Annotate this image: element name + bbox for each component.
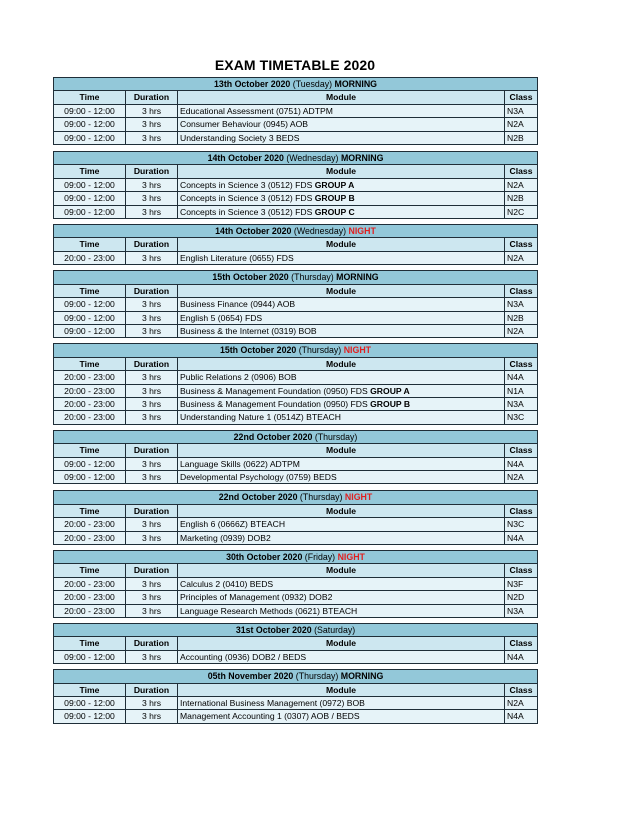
exam-duration: 3 hrs bbox=[126, 591, 178, 604]
exam-duration: 3 hrs bbox=[126, 251, 178, 264]
column-header-time: Time bbox=[54, 165, 126, 178]
column-header-class: Class bbox=[505, 91, 538, 104]
exam-module bbox=[178, 205, 505, 218]
exam-module bbox=[178, 604, 505, 617]
module-name: Accounting (0936) DOB2 / BEDS bbox=[180, 651, 307, 662]
module-name: Understanding Society 3 BEDS bbox=[180, 132, 300, 143]
exam-time: 20:00 - 23:00 bbox=[54, 371, 126, 384]
exam-time: 09:00 - 12:00 bbox=[54, 697, 126, 710]
exam-table bbox=[53, 343, 538, 424]
column-header-class: Class bbox=[505, 238, 538, 251]
exam-duration: 3 hrs bbox=[126, 178, 178, 191]
date-header bbox=[54, 491, 538, 504]
exam-module bbox=[178, 104, 505, 117]
exam-time: 20:00 - 23:00 bbox=[54, 604, 126, 617]
exam-class: N1A bbox=[505, 384, 538, 397]
date-text: 13th October 2020 bbox=[214, 79, 291, 89]
exam-duration: 3 hrs bbox=[126, 531, 178, 544]
module-name: Educational Assessment (0751) ADTPM bbox=[180, 105, 333, 116]
exam-duration: 3 hrs bbox=[126, 311, 178, 324]
column-header-time: Time bbox=[54, 564, 126, 577]
exam-time: 09:00 - 12:00 bbox=[54, 324, 126, 337]
module-name: Concepts in Science 3 (0512) FDS bbox=[180, 193, 313, 204]
exam-day-block bbox=[53, 550, 537, 618]
column-header-time: Time bbox=[54, 91, 126, 104]
date-text: 05th November 2020 bbox=[207, 671, 294, 682]
column-header-class: Class bbox=[505, 504, 538, 517]
column-header-module: Module bbox=[178, 357, 505, 370]
exam-module bbox=[178, 384, 505, 397]
exam-module bbox=[178, 518, 505, 531]
exam-time: 20:00 - 23:00 bbox=[54, 518, 126, 531]
exam-class: N2A bbox=[505, 324, 538, 337]
date-header bbox=[54, 78, 538, 91]
exam-duration: 3 hrs bbox=[126, 604, 178, 617]
exam-row bbox=[54, 178, 538, 191]
exam-time: 09:00 - 12:00 bbox=[54, 650, 126, 663]
exam-time: 09:00 - 12:00 bbox=[54, 192, 126, 205]
module-name: Calculus 2 (0410) BEDS bbox=[180, 578, 274, 589]
exam-table bbox=[53, 151, 538, 219]
exam-class: N3F bbox=[505, 577, 538, 590]
exam-row bbox=[54, 324, 538, 337]
exam-duration: 3 hrs bbox=[126, 411, 178, 424]
day-text: (Thursday) bbox=[314, 431, 358, 442]
column-header-module: Module bbox=[178, 564, 505, 577]
exam-row bbox=[54, 518, 538, 531]
exam-class: N2A bbox=[505, 470, 538, 483]
exam-time: 09:00 - 12:00 bbox=[54, 710, 126, 723]
exam-time: 09:00 - 12:00 bbox=[54, 205, 126, 218]
exam-class: N3A bbox=[505, 604, 538, 617]
column-header-module: Module bbox=[178, 504, 505, 517]
module-group: GROUP B bbox=[370, 398, 411, 409]
column-header-module: Module bbox=[178, 165, 505, 178]
exam-day-block bbox=[53, 669, 537, 724]
exam-row bbox=[54, 710, 538, 723]
exam-duration: 3 hrs bbox=[126, 650, 178, 663]
exam-class: N3C bbox=[505, 411, 538, 424]
date-text: 22nd October 2020 bbox=[233, 431, 313, 442]
exam-module bbox=[178, 131, 505, 144]
column-header-duration: Duration bbox=[126, 238, 178, 251]
exam-table bbox=[53, 490, 538, 545]
exam-module bbox=[178, 371, 505, 384]
exam-time: 09:00 - 12:00 bbox=[54, 131, 126, 144]
exam-module bbox=[178, 397, 505, 410]
module-name: Principles of Management (0932) DOB2 bbox=[180, 592, 333, 603]
exam-day-block bbox=[53, 224, 537, 265]
column-header-duration: Duration bbox=[126, 444, 178, 457]
exam-duration: 3 hrs bbox=[126, 697, 178, 710]
exam-class: N3A bbox=[505, 104, 538, 117]
exam-class: N2B bbox=[505, 192, 538, 205]
module-name: Business & Management Foundation (0950) FDS bbox=[180, 398, 368, 409]
timetable bbox=[53, 77, 537, 724]
exam-row bbox=[54, 697, 538, 710]
module-group: GROUP B bbox=[314, 193, 355, 204]
day-text: (Friday) bbox=[304, 552, 336, 562]
session-label: MORNING bbox=[340, 153, 384, 164]
exam-class: N4A bbox=[505, 531, 538, 544]
exam-day-block bbox=[53, 77, 537, 145]
exam-duration: 3 hrs bbox=[126, 457, 178, 470]
column-header-duration: Duration bbox=[126, 637, 178, 650]
exam-row bbox=[54, 577, 538, 590]
exam-class: N2D bbox=[505, 591, 538, 604]
exam-module bbox=[178, 311, 505, 324]
exam-duration: 3 hrs bbox=[126, 192, 178, 205]
column-header-time: Time bbox=[54, 444, 126, 457]
exam-time: 09:00 - 12:00 bbox=[54, 298, 126, 311]
exam-table bbox=[53, 270, 538, 338]
module-name: English Literature (0655) FDS bbox=[180, 252, 294, 263]
exam-time: 09:00 - 12:00 bbox=[54, 104, 126, 117]
date-text: 31st October 2020 bbox=[235, 625, 312, 636]
column-header-module: Module bbox=[178, 444, 505, 457]
column-header-duration: Duration bbox=[126, 683, 178, 696]
exam-module bbox=[178, 577, 505, 590]
column-header-class: Class bbox=[505, 683, 538, 696]
column-header-time: Time bbox=[54, 238, 126, 251]
column-header-module: Module bbox=[178, 238, 505, 251]
exam-table bbox=[53, 224, 538, 265]
date-text: 15th October 2020 bbox=[212, 272, 289, 283]
column-header-class: Class bbox=[505, 444, 538, 457]
column-header-module: Module bbox=[178, 91, 505, 104]
exam-class: N4A bbox=[505, 650, 538, 663]
module-name: Public Relations 2 (0906) BOB bbox=[180, 372, 297, 383]
exam-module bbox=[178, 591, 505, 604]
exam-table bbox=[53, 430, 538, 485]
exam-row bbox=[54, 118, 538, 131]
exam-time: 20:00 - 23:00 bbox=[54, 531, 126, 544]
exam-module bbox=[178, 324, 505, 337]
exam-row bbox=[54, 298, 538, 311]
exam-module bbox=[178, 251, 505, 264]
exam-class: N2A bbox=[505, 251, 538, 264]
session-label: MORNING bbox=[340, 671, 384, 682]
exam-module bbox=[178, 411, 505, 424]
date-header bbox=[54, 152, 538, 165]
date-text: 15th October 2020 bbox=[219, 345, 297, 356]
exam-module bbox=[178, 457, 505, 470]
date-header bbox=[54, 430, 538, 443]
exam-class: N3C bbox=[505, 518, 538, 531]
exam-day-block bbox=[53, 430, 537, 485]
exam-time: 20:00 - 23:00 bbox=[54, 251, 126, 264]
day-text: (Wednesday) bbox=[286, 153, 339, 164]
exam-duration: 3 hrs bbox=[126, 131, 178, 144]
session-label: MORNING bbox=[336, 272, 379, 283]
exam-row bbox=[54, 457, 538, 470]
exam-module bbox=[178, 192, 505, 205]
exam-duration: 3 hrs bbox=[126, 397, 178, 410]
column-header-duration: Duration bbox=[126, 284, 178, 297]
exam-time: 20:00 - 23:00 bbox=[54, 591, 126, 604]
exam-time: 09:00 - 12:00 bbox=[54, 178, 126, 191]
module-name: Developmental Psychology (0759) BEDS bbox=[180, 471, 337, 482]
column-header-time: Time bbox=[54, 357, 126, 370]
exam-row bbox=[54, 131, 538, 144]
module-name: Management Accounting 1 (0307) AOB / BEDS bbox=[180, 711, 360, 722]
exam-duration: 3 hrs bbox=[126, 710, 178, 723]
day-text: (Thursday) bbox=[298, 345, 342, 356]
exam-row bbox=[54, 591, 538, 604]
module-name: International Business Management (0972) BOB bbox=[180, 698, 365, 709]
session-label: NIGHT bbox=[344, 492, 373, 503]
date-text: 14th October 2020 bbox=[207, 153, 284, 164]
module-name: Language Research Methods (0621) BTEACH bbox=[180, 605, 358, 616]
column-header-module: Module bbox=[178, 683, 505, 696]
module-name: Concepts in Science 3 (0512) FDS bbox=[180, 206, 313, 217]
exam-row bbox=[54, 650, 538, 663]
exam-time: 20:00 - 23:00 bbox=[54, 384, 126, 397]
exam-module bbox=[178, 178, 505, 191]
exam-module bbox=[178, 710, 505, 723]
session-label: NIGHT bbox=[348, 226, 376, 237]
exam-row bbox=[54, 311, 538, 324]
exam-class: N4A bbox=[505, 710, 538, 723]
exam-row bbox=[54, 604, 538, 617]
date-header bbox=[54, 551, 538, 564]
exam-time: 20:00 - 23:00 bbox=[54, 411, 126, 424]
date-text: 30th October 2020 bbox=[226, 552, 303, 562]
module-name: Consumer Behaviour (0945) AOB bbox=[180, 119, 309, 130]
exam-duration: 3 hrs bbox=[126, 384, 178, 397]
exam-class: N2A bbox=[505, 118, 538, 131]
exam-row bbox=[54, 384, 538, 397]
exam-time: 09:00 - 12:00 bbox=[54, 470, 126, 483]
exam-row bbox=[54, 205, 538, 218]
column-header-class: Class bbox=[505, 357, 538, 370]
session-label: NIGHT bbox=[343, 345, 372, 356]
column-header-duration: Duration bbox=[126, 504, 178, 517]
module-group: GROUP A bbox=[314, 179, 355, 190]
exam-duration: 3 hrs bbox=[126, 324, 178, 337]
day-text: (Wednesday) bbox=[293, 226, 347, 237]
exam-duration: 3 hrs bbox=[126, 371, 178, 384]
exam-duration: 3 hrs bbox=[126, 470, 178, 483]
column-header-time: Time bbox=[54, 504, 126, 517]
exam-table bbox=[53, 550, 538, 618]
date-header bbox=[54, 624, 538, 637]
exam-table bbox=[53, 623, 538, 664]
column-header-duration: Duration bbox=[126, 564, 178, 577]
exam-day-block bbox=[53, 151, 537, 219]
session-label: MORNING bbox=[334, 79, 378, 89]
session-label: NIGHT bbox=[337, 552, 365, 562]
exam-class: N2C bbox=[505, 205, 538, 218]
module-group: GROUP C bbox=[314, 206, 355, 217]
module-name: Business & Management Foundation (0950) FDS bbox=[180, 385, 368, 396]
column-header-class: Class bbox=[505, 284, 538, 297]
module-name: Business & the Internet (0319) BOB bbox=[180, 325, 317, 336]
date-header bbox=[54, 670, 538, 683]
exam-day-block bbox=[53, 623, 537, 664]
exam-module bbox=[178, 298, 505, 311]
exam-duration: 3 hrs bbox=[126, 577, 178, 590]
exam-module bbox=[178, 650, 505, 663]
exam-row bbox=[54, 531, 538, 544]
column-header-time: Time bbox=[54, 683, 126, 696]
module-name: Marketing (0939) DOB2 bbox=[180, 532, 271, 543]
exam-row bbox=[54, 192, 538, 205]
date-header bbox=[54, 225, 538, 238]
exam-duration: 3 hrs bbox=[126, 518, 178, 531]
date-header bbox=[54, 271, 538, 284]
page-title: EXAM TIMETABLE 2020 bbox=[214, 57, 376, 73]
exam-class: N2A bbox=[505, 697, 538, 710]
day-text: (Thursday) bbox=[295, 671, 339, 682]
exam-row bbox=[54, 104, 538, 117]
exam-table bbox=[53, 669, 538, 724]
exam-day-block bbox=[53, 270, 537, 338]
exam-class: N2B bbox=[505, 311, 538, 324]
exam-module bbox=[178, 470, 505, 483]
day-text: (Saturday) bbox=[314, 625, 356, 636]
column-header-module: Module bbox=[178, 284, 505, 297]
module-group: GROUP A bbox=[370, 385, 410, 396]
column-header-class: Class bbox=[505, 165, 538, 178]
exam-day-block bbox=[53, 343, 537, 424]
date-text: 22nd October 2020 bbox=[218, 492, 298, 503]
exam-table bbox=[53, 77, 538, 145]
day-text: (Thursday) bbox=[299, 492, 343, 503]
exam-class: N3A bbox=[505, 397, 538, 410]
column-header-duration: Duration bbox=[126, 91, 178, 104]
column-header-duration: Duration bbox=[126, 165, 178, 178]
exam-duration: 3 hrs bbox=[126, 118, 178, 131]
exam-duration: 3 hrs bbox=[126, 104, 178, 117]
column-header-class: Class bbox=[505, 637, 538, 650]
exam-class: N2A bbox=[505, 178, 538, 191]
exam-duration: 3 hrs bbox=[126, 298, 178, 311]
exam-row bbox=[54, 397, 538, 410]
exam-class: N2B bbox=[505, 131, 538, 144]
exam-duration: 3 hrs bbox=[126, 205, 178, 218]
module-name: Language Skills (0622) ADTPM bbox=[180, 458, 300, 469]
module-name: English 6 (0666Z) BTEACH bbox=[180, 519, 286, 530]
exam-time: 09:00 - 12:00 bbox=[54, 118, 126, 131]
column-header-time: Time bbox=[54, 284, 126, 297]
exam-row bbox=[54, 411, 538, 424]
module-name: Understanding Nature 1 (0514Z) BTEACH bbox=[180, 412, 341, 423]
column-header-duration: Duration bbox=[126, 357, 178, 370]
column-header-class: Class bbox=[505, 564, 538, 577]
exam-time: 20:00 - 23:00 bbox=[54, 577, 126, 590]
exam-row bbox=[54, 470, 538, 483]
exam-time: 09:00 - 12:00 bbox=[54, 457, 126, 470]
exam-class: N4A bbox=[505, 371, 538, 384]
exam-day-block bbox=[53, 490, 537, 545]
exam-class: N4A bbox=[505, 457, 538, 470]
column-header-module: Module bbox=[178, 637, 505, 650]
exam-module bbox=[178, 118, 505, 131]
module-name: Concepts in Science 3 (0512) FDS bbox=[180, 179, 313, 190]
exam-time: 09:00 - 12:00 bbox=[54, 311, 126, 324]
day-text: (Tuesday) bbox=[292, 79, 333, 89]
exam-row bbox=[54, 251, 538, 264]
exam-time: 20:00 - 23:00 bbox=[54, 397, 126, 410]
date-text: 14th October 2020 bbox=[215, 226, 292, 237]
exam-module bbox=[178, 697, 505, 710]
exam-module bbox=[178, 531, 505, 544]
module-name: Business Finance (0944) AOB bbox=[180, 299, 296, 310]
day-text: (Thursday) bbox=[291, 272, 334, 283]
module-name: English 5 (0654) FDS bbox=[180, 312, 263, 323]
exam-class: N3A bbox=[505, 298, 538, 311]
date-header bbox=[54, 344, 538, 357]
exam-row bbox=[54, 371, 538, 384]
column-header-time: Time bbox=[54, 637, 126, 650]
